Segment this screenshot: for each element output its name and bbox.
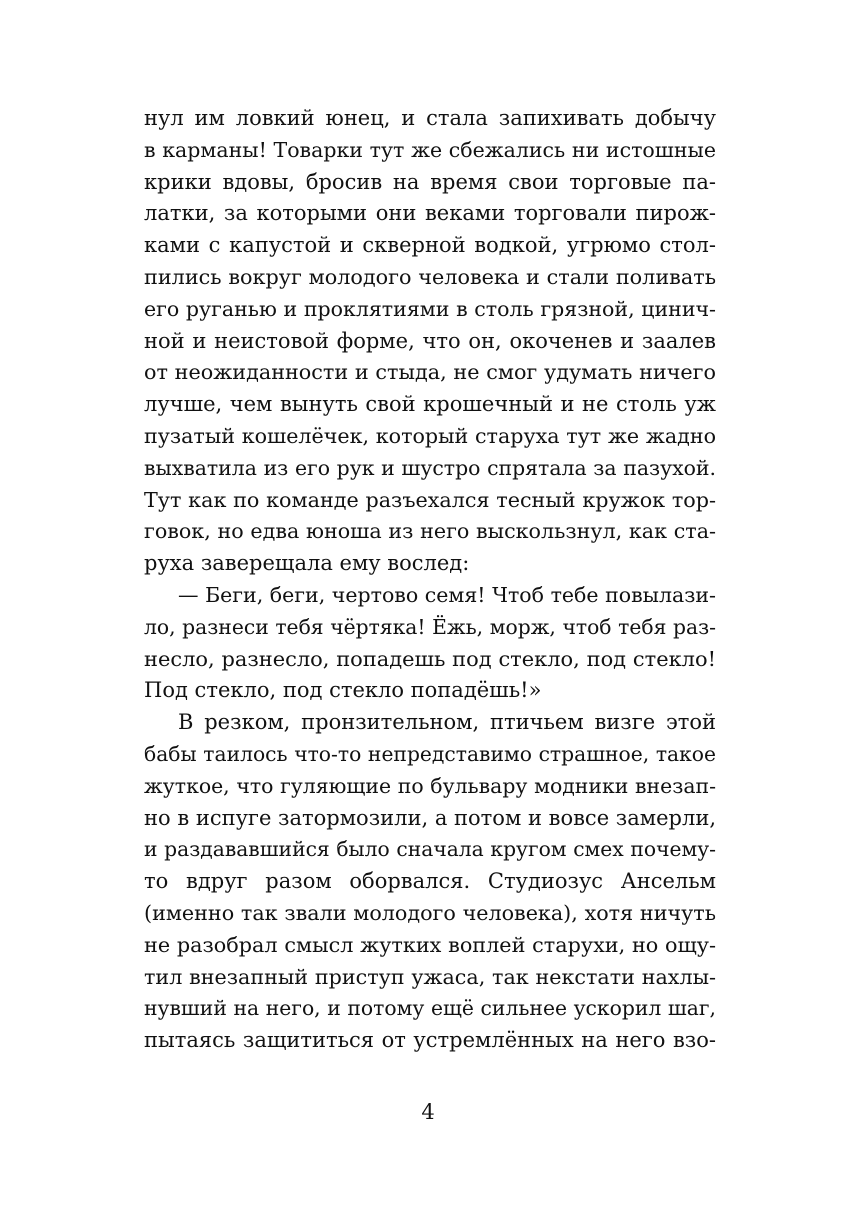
text-line: лучше, чем вынуть свой крошечный и не столь уж xyxy=(144,392,716,417)
text-line: — Беги, беги, чертово семя! Чтоб тебе повылази- xyxy=(178,582,716,607)
text-line: ной и неистовой форме, что он, окоченев и заалев xyxy=(144,328,716,353)
body-text xyxy=(144,103,716,1057)
text-line: Под стекло, под стекло попадёшь!» xyxy=(144,678,542,703)
text-line: нул им ловкий юнец, и стала запихивать добычу xyxy=(144,106,716,130)
text-line: крики вдовы, бросив на время свои торговые па- xyxy=(144,169,716,194)
text-line: тил внезапный приступ ужаса, так некстати нахлы- xyxy=(144,964,716,989)
text-line: латки, за которыми они веками торговали пирож- xyxy=(144,201,716,226)
text-line: Тут как по команде разъехался тесный кружок тор- xyxy=(144,487,716,512)
text-line: жуткое, что гуляющие по бульвару модники внезап- xyxy=(144,773,716,798)
text-line: его руганью и проклятиями в столь грязной, цинич- xyxy=(144,296,716,321)
text-line: говок, но едва юноша из него выскользнул, как ста- xyxy=(144,519,716,544)
text-line: руха заверещала ему вослед: xyxy=(144,551,470,576)
text-line: пузатый кошелёчек, который старуха тут же жадно xyxy=(144,423,716,448)
text-line: и раздававшийся было сначала кругом смех почему- xyxy=(144,837,716,862)
text-line: несло, разнесло, попадешь под стекло, под стекло! xyxy=(144,646,716,671)
text-line: нувший на него, и потому ещё сильнее ускорил шаг, xyxy=(144,996,716,1021)
text-line: бабы таилось что-то непредставимо страшное, такое xyxy=(144,741,716,766)
text-line: не разобрал смысл жутких воплей старухи, но ощу- xyxy=(144,932,716,957)
text-line: но в испуге затормозили, а потом и вовсе замерли, xyxy=(144,805,716,830)
page-number: 4 xyxy=(421,1100,435,1124)
text-line: пытаясь защититься от устремлённых на него взо- xyxy=(144,1028,716,1053)
text-line: В резком, пронзительном, птичьем визге этой xyxy=(178,710,716,735)
text-line: ло, разнеси тебя чёртяка! Ёжь, морж, чтоб тебя раз- xyxy=(144,614,716,639)
text-line: от неожиданности и стыда, не смог удумать ничего xyxy=(144,360,716,385)
text-line: то вдруг разом оборвался. Студиозус Ансельм xyxy=(144,869,716,894)
text-line: ками с капустой и скверной водкой, угрюмо стол- xyxy=(144,233,716,258)
text-line: пились вокруг молодого человека и стали поливать xyxy=(144,264,716,289)
text-line: в карманы! Товарки тут же сбежались ни истошные xyxy=(144,137,716,162)
text-line: выхватила из его рук и шустро спрятала за пазухой. xyxy=(144,455,716,480)
text-line: (именно так звали молодого человека), хотя ничуть xyxy=(144,900,716,925)
